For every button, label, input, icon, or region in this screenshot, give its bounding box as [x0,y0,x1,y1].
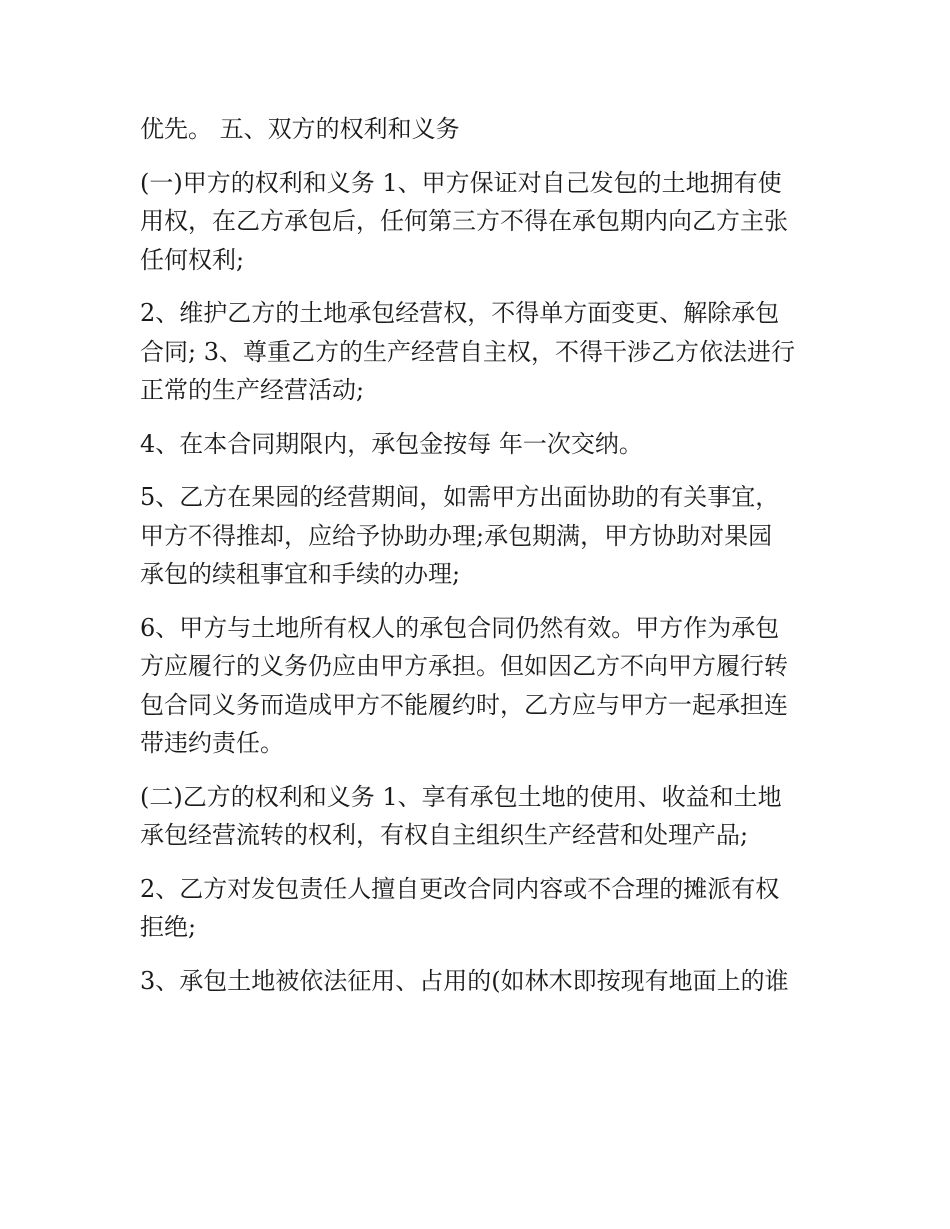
text-line: 承包的续租事宜和手续的办理; [140,560,461,588]
text-line: 正常的生产经营活动; [140,376,365,404]
text-line: 2、乙方对发包责任人擅自更改合同内容或不合理的摊派有权 [140,874,780,903]
text-line: 3、承包土地被依法征用、占用的(如林木即按现有地面上的谁 [140,966,789,995]
text-line: 合同; 3、尊重乙方的生产经营自主权，不得干涉乙方依法进行 [140,337,795,366]
text-line: 4、在本合同期限内，承包金按每 年一次交纳。 [140,429,643,458]
document-body [140,110,820,1000]
text-line: 甲方不得推却，应给予协助办理;承包期满，甲方协助对果园 [140,521,773,550]
text-line: 方应履行的义务仍应由甲方承担。但如因乙方不向甲方履行转 [140,652,788,680]
text-line: 2、维护乙方的土地承包经营权，不得单方面变更、解除承包 [140,299,780,327]
text-line: 承包经营流转的权利，有权自主组织生产经营和处理产品; [140,821,749,849]
text-line: 包合同义务而造成甲方不能履约时，乙方应与甲方一起承担连 [140,690,788,719]
text-line: 6、甲方与土地所有权人的承包合同仍然有效。甲方作为承包 [140,613,780,642]
text-line: 5、乙方在果园的经营期间，如需甲方出面协助的有关事宜， [140,483,780,511]
text-line: 拒绝; [140,913,197,941]
text-line: 任何权利; [140,245,245,274]
text-line: 优先。 五、双方的权利和义务 [140,115,460,143]
text-line: (一)甲方的权利和义务 1、甲方保证对自己发包的土地拥有使 [140,168,782,197]
text-line: (二)乙方的权利和义务 1、享有承包土地的使用、收益和土地 [140,782,782,811]
text-line: 用权，在乙方承包后，任何第三方不得在承包期内向乙方主张 [140,207,788,235]
text-line: 带违约责任。 [140,729,284,757]
